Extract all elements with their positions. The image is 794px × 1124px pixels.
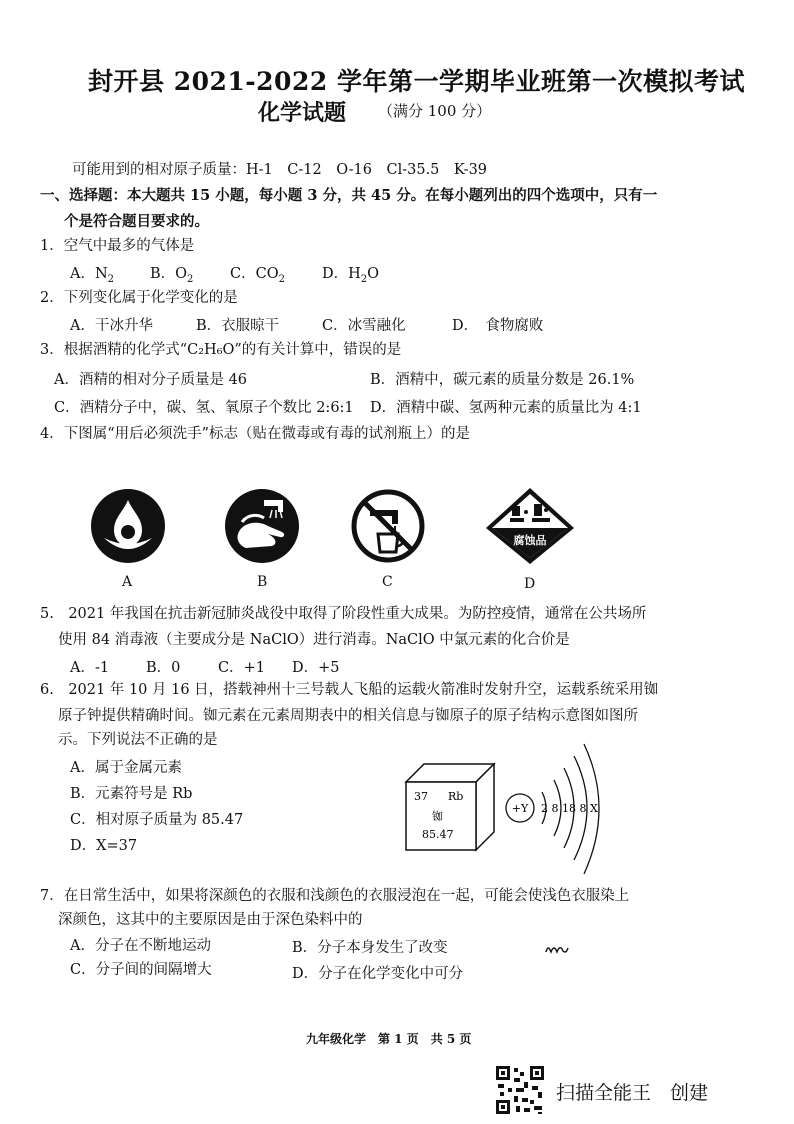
q6-option-b: B．元素符号是 Rb	[70, 786, 193, 802]
q5-option-a: A．-1	[70, 660, 110, 676]
q4-stem: 4．下图属“用后必须洗手”标志（贴在微毒或有毒的试剂瓶上）的是	[40, 426, 471, 442]
q3-option-d: D．酒精中碳、氢两种元素的质量比为 4:1	[370, 400, 642, 416]
q7-option-b: B．分子本身发生了改变	[292, 940, 448, 956]
q5-option-d: D．+5	[292, 660, 340, 676]
q2-option-b: B．衣服晾干	[196, 318, 280, 334]
q7-line1: 7．在日常生活中，如果将深颜色的衣服和浅颜色的衣服浸泡在一起，可能会使浅色衣服染上	[40, 888, 630, 904]
q5-option-c: C．+1	[218, 660, 265, 676]
q7-line2: 深颜色，这其中的主要原因是由于深色染料中的	[58, 912, 363, 928]
corrosive-label: 腐蚀品	[513, 534, 547, 547]
wash-hands-sign-icon	[224, 488, 300, 564]
q2-stem: 2．下列变化属于化学变化的是	[40, 290, 238, 306]
q6-line1: 6. 2021 年 10 月 16 日，搭载神州十三号载人飞船的运载火箭准时发射升空，运载系统采用铷	[40, 682, 659, 698]
atomic-mass: 85.47	[422, 828, 454, 841]
page-footer: 九年级化学 第 1 页 共 5 页	[306, 1032, 472, 1046]
q7-option-c: C．分子间的间隔增大	[70, 962, 212, 978]
sign-c-label: C	[382, 574, 393, 590]
rubidium-atom-structure	[502, 740, 612, 880]
q3-stem: 3．根据酒精的化学式“C₂H₆O”的有关计算中，错误的是	[40, 342, 402, 358]
q3-option-b: B．酒精中，碳元素的质量分数是 26.1%	[370, 372, 635, 388]
q6-option-a: A．属于金属元素	[70, 760, 182, 776]
handwritten-mark	[544, 940, 570, 956]
q6-option-d: D．X=37	[70, 838, 138, 854]
q1-option-c: C．$CO_2$	[230, 266, 285, 285]
corrosive-sign-icon	[484, 486, 576, 566]
q1-option-a: A．$N_2$	[70, 266, 115, 285]
q6-option-c: C．相对原子质量为 85.47	[70, 812, 244, 828]
element-symbol: Rb	[448, 790, 464, 803]
q2-option-d: D． 食物腐败	[452, 318, 544, 334]
element-cell-rubidium	[404, 758, 496, 852]
atomic-masses: 可能用到的相对原子质量：H-1 C-12 O-16 Cl-35.5 K-39	[72, 162, 488, 178]
q5-line2: 使用 84 消毒液（主要成分是 NaClO）进行消毒。NaClO 中氯元素的化合价是	[58, 632, 570, 648]
full-score: （满分 100 分）	[378, 102, 492, 120]
sign-a-label: A	[122, 574, 133, 590]
qr-code-icon	[494, 1064, 546, 1116]
section-heading-line2: 个是符合题目要求的。	[64, 213, 209, 230]
q1-option-b: B．$O_2$	[150, 266, 194, 285]
q2-option-a: A．干冰升华	[70, 318, 153, 334]
sign-d-label: D	[524, 576, 536, 592]
electron-shells: 2 8 18 8 X	[541, 802, 598, 815]
section-heading-line1: 一、选择题：本大题共 15 小题，每小题 3 分，共 45 分。在每小题列出的四个选项中，只有一	[40, 187, 658, 204]
nucleus-charge: +Y	[511, 802, 529, 815]
q6-line3: 示。下列说法不正确的是	[58, 732, 218, 748]
no-drinking-sign-icon	[350, 488, 426, 564]
exam-title: 封开县 2021-2022 学年第一学期毕业班第一次模拟考试	[88, 67, 745, 96]
subject-title: 化学试题	[258, 100, 347, 126]
scanner-watermark: 扫描全能王 创建	[556, 1082, 709, 1104]
q5-option-b: B．0	[146, 660, 181, 676]
q7-option-a: A．分子在不断地运动	[70, 938, 211, 954]
atomic-number: 37	[414, 790, 428, 803]
q3-option-a: A．酒精的相对分子质量是 46	[54, 372, 248, 388]
element-name: 铷	[432, 810, 443, 823]
q2-option-c: C．冰雪融化	[322, 318, 406, 334]
q3-option-c: C．酒精分子中，碳、氢、氧原子个数比 2:6:1	[54, 400, 354, 416]
q1-option-d: D．$H_2O$	[322, 266, 380, 285]
sign-b-label: B	[257, 574, 268, 590]
q7-option-d: D．分子在化学变化中可分	[292, 966, 464, 982]
q1-stem: 1．空气中最多的气体是	[40, 238, 195, 254]
q6-line2: 原子钟提供精确时间。铷元素在元素周期表中的相关信息与铷原子的原子结构示意图如图所	[58, 708, 638, 724]
q5-line1: 5. 2021 年我国在抗击新冠肺炎战役中取得了阶段性重大成果。为防控疫情，通常在公共场所	[40, 606, 647, 622]
toxic-sign-icon	[90, 488, 166, 564]
